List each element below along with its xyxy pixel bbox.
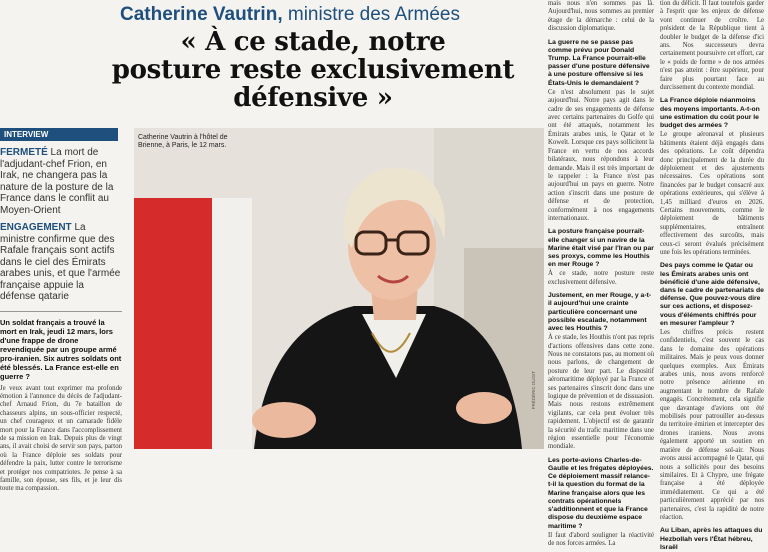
col3-paragraph-2: Le groupe aéronaval et plusieurs bâtiments étaient déjà engagés dans des opérations. Le coût dépendra donc principalement de la durée du déploiement et des ajustements nécessaires. Ces opérations sont financées par le budget consacré aux opérations extérieures, qui s'élève à 1,45 milliard d'euros en 2026. Certains mouvements, comme le déploiement de bâtiments supplémentaires, entraînent effectivement des surcoûts, mais ceux-ci seront évalués précisément une fois les opérations terminées. xyxy=(660,131,764,256)
right-hand xyxy=(456,392,512,424)
lead-answer: Je veux avant tout exprimer ma profonde émotion à l'annonce du décès de l'adjudant-chef Arnaud Frion, du 7e bataillon de chasseurs alpins, un sous-officier respecté, un chef courageux et un camarade fidèle mort pour la France dans l'accomplissement de sa mission en Irak. Depuis plus de vingt ans, il avait choisi de servir son pays, parton où la France déploie ses soldats pour défendre la paix, lutter contre le terrorisme et protéger nos compatriotes. Je pense à sa famille, son épouse, ses fils, et je leur dis toute ma compassion. xyxy=(0,384,122,493)
brief-engagement xyxy=(0,222,122,303)
col3-paragraph-3: Les chiffres précis restent confidentiels, c'est souvent le cas dans le domaine des opérations militaires. Mais je peux vous donner quelques exemples. Aux Émirats arabes unis, nous avons renforcé notre présence aérienne en augmentant le nombre de Rafale engagés. Concrètement, cela signifie que davantage d'avions ont été mobilisés pour patrouiller au-dessus du territoire émirien et intercepter des drones iraniens. Nous avons également apporté un soutien en matière de défense sol-air. Nous avons aussi accompagné le Qatar, qui nous a sollicités pour des besoins similaires. Et à Chypre, une frégate française a été déployée immédiatement. Ce qui a été particulièrement apprécié par nos partenaires, c'est la rapidité de notre réaction. xyxy=(660,329,764,521)
headline-line-3: défensive » xyxy=(233,83,393,113)
brief-fermete xyxy=(0,147,122,216)
col2-paragraph-2: Ce n'est absolument pas le sujet aujourd'hui. Notre pays agit dans le cadre de ses engagements de défense avec certains partenaires du Golfe qui ont été attaqués, notamment les Émirats arabes unis, le Qatar et le Koweït. Lorsque ces pays sollicitent la France en vertu de nos accords bilatéraux, nous répondons à leur demande. Mais il est très important de le rappeler : la France n'est pas aujourd'hui un pays en guerre. Notre action s'inscrit dans une posture de défense et de protection, conformément à nos engagements internationaux. xyxy=(548,88,654,222)
photo-caption: Catherine Vautrin à l'hôtel de Brienne, à Paris, le 12 mars. xyxy=(138,134,228,149)
article-column-3 xyxy=(660,0,764,551)
brief-fermete-text: La mort de l'adjudant-chef Frion, en Irak, ne changera pas la nature de la posture de la France dans le conflit au Moyen-Orient xyxy=(0,147,114,216)
portrait-illustration xyxy=(134,128,544,449)
col2-question-1: La guerre ne se passe pas comme prévu pour Donald Trump. La France pourrait-elle passer d'une posture défensive à une posture offensive si les États-Unis le demandaient ? xyxy=(548,38,650,87)
kicker-role: ministre des Armées xyxy=(282,4,461,25)
col2-paragraph-4: À ce stade, les Houthis n'ont pas repris d'actions offensives dans cette zone. Nous ne constatons pas, au moment où nous parlons, de changement de posture de leur part. Le dispositif aéromaritime déployé par la France et ses partenaires s'inscrit donc dans une logique de prévention et de dissuasion. Mais nous restons extrêmement vigilants, car cela peut évoluer très rapidement. L'objectif est de garantir la sécurité du trafic maritime dans une région essentielle pour l'économie mondiale. xyxy=(548,334,654,451)
col3-paragraph-1: tion du déficit. Il faut toutefois garder à l'esprit que les enjeux de défense vont continuer de croître. Le président de la République tient à doubler le budget de la défense d'ici ans. Nos successeurs devra certainement poursuivre cet effort, car le « poids de forme » de nos armées n'est pas atteint : être supérieur, pour faire plus pourtant face au durcissement du contexte mondial. xyxy=(660,0,764,92)
brief-engagement-text: La ministre confirme que des Rafale français sont actifs dans le ciel des Émirats arabes unis, et que l'armée française appuie la défense qatarie xyxy=(0,222,121,302)
col2-paragraph-5: Il faut d'abord souligner la réactivité de nos forces armées. La xyxy=(548,531,654,548)
flag-red-band xyxy=(134,198,212,449)
brief-fermete-label: FERMETÉ xyxy=(0,147,48,158)
brief-engagement-label: ENGAGEMENT xyxy=(0,222,72,233)
col2-paragraph-1: mais nous n'en sommes pas là. Aujourd'hui, nous sommes au premier étage de la démarche : celui de la discussion diplomatique. xyxy=(548,0,654,33)
portrait-photo xyxy=(134,128,544,449)
headline-line-1: « À ce stade, notre xyxy=(180,27,446,57)
col2-question-4: Les porte-avions Charles-de-Gaulle et les frégates déployées. Ce déploiement massif relance-t-il la question du format de la Marine française alors que les contrats opérationnels s'additionnent et que la France dispose du deuxième espace maritime ? xyxy=(548,456,654,530)
headline-line-2: posture reste exclusivement xyxy=(111,55,515,85)
article-column-2 xyxy=(548,0,654,548)
interview-sidebar xyxy=(0,128,128,493)
article-headline xyxy=(108,28,518,112)
col2-question-3: Justement, en mer Rouge, y a-t-il aujourd'hui une crainte particulière concernant une possible escalade, notamment avec les Houthis ? xyxy=(548,292,652,332)
kicker-name: Catherine Vautrin, xyxy=(120,4,283,25)
lead-question: Un soldat français a trouvé la mort en Irak, jeudi 12 mars, lors d'une frappe de drone revendiquée par un groupe armé pro-iranien. Six autres soldats ont été blessés. La France est-elle en guerre ? xyxy=(0,311,122,381)
col3-question-3: Au Liban, après les attaques du Hezbollah vers l'État hébreu, Israël xyxy=(660,527,763,551)
interview-tag: INTERVIEW xyxy=(0,128,118,141)
article-kicker xyxy=(120,4,510,26)
col3-question-2: Des pays comme le Qatar ou les Émirats arabes unis ont bénéficié d'une aide défensive, dans le cadre de partenariats de défense. Que pouvez-vous dire sur ces actions, et disposez-vous d'éléments chiffrés pour en mesurer l'ampleur ? xyxy=(660,262,764,327)
col3-question-1: La France déploie néanmoins des moyens importants. A-t-on une estimation du coût pour le budget des armées ? xyxy=(660,97,760,130)
flag-white-band xyxy=(212,198,252,449)
photo-credit: FRÉDÉRIC DUGIT xyxy=(531,370,536,409)
col2-paragraph-3: À ce stade, notre posture reste exclusivement défensive. xyxy=(548,270,654,286)
col2-question-2: La posture française pourrait-elle changer si un navire de la Marine était visé par l'Iran ou par ses proxys, comme les Houthis en mer Rouge ? xyxy=(548,228,654,269)
left-hand xyxy=(252,402,316,438)
